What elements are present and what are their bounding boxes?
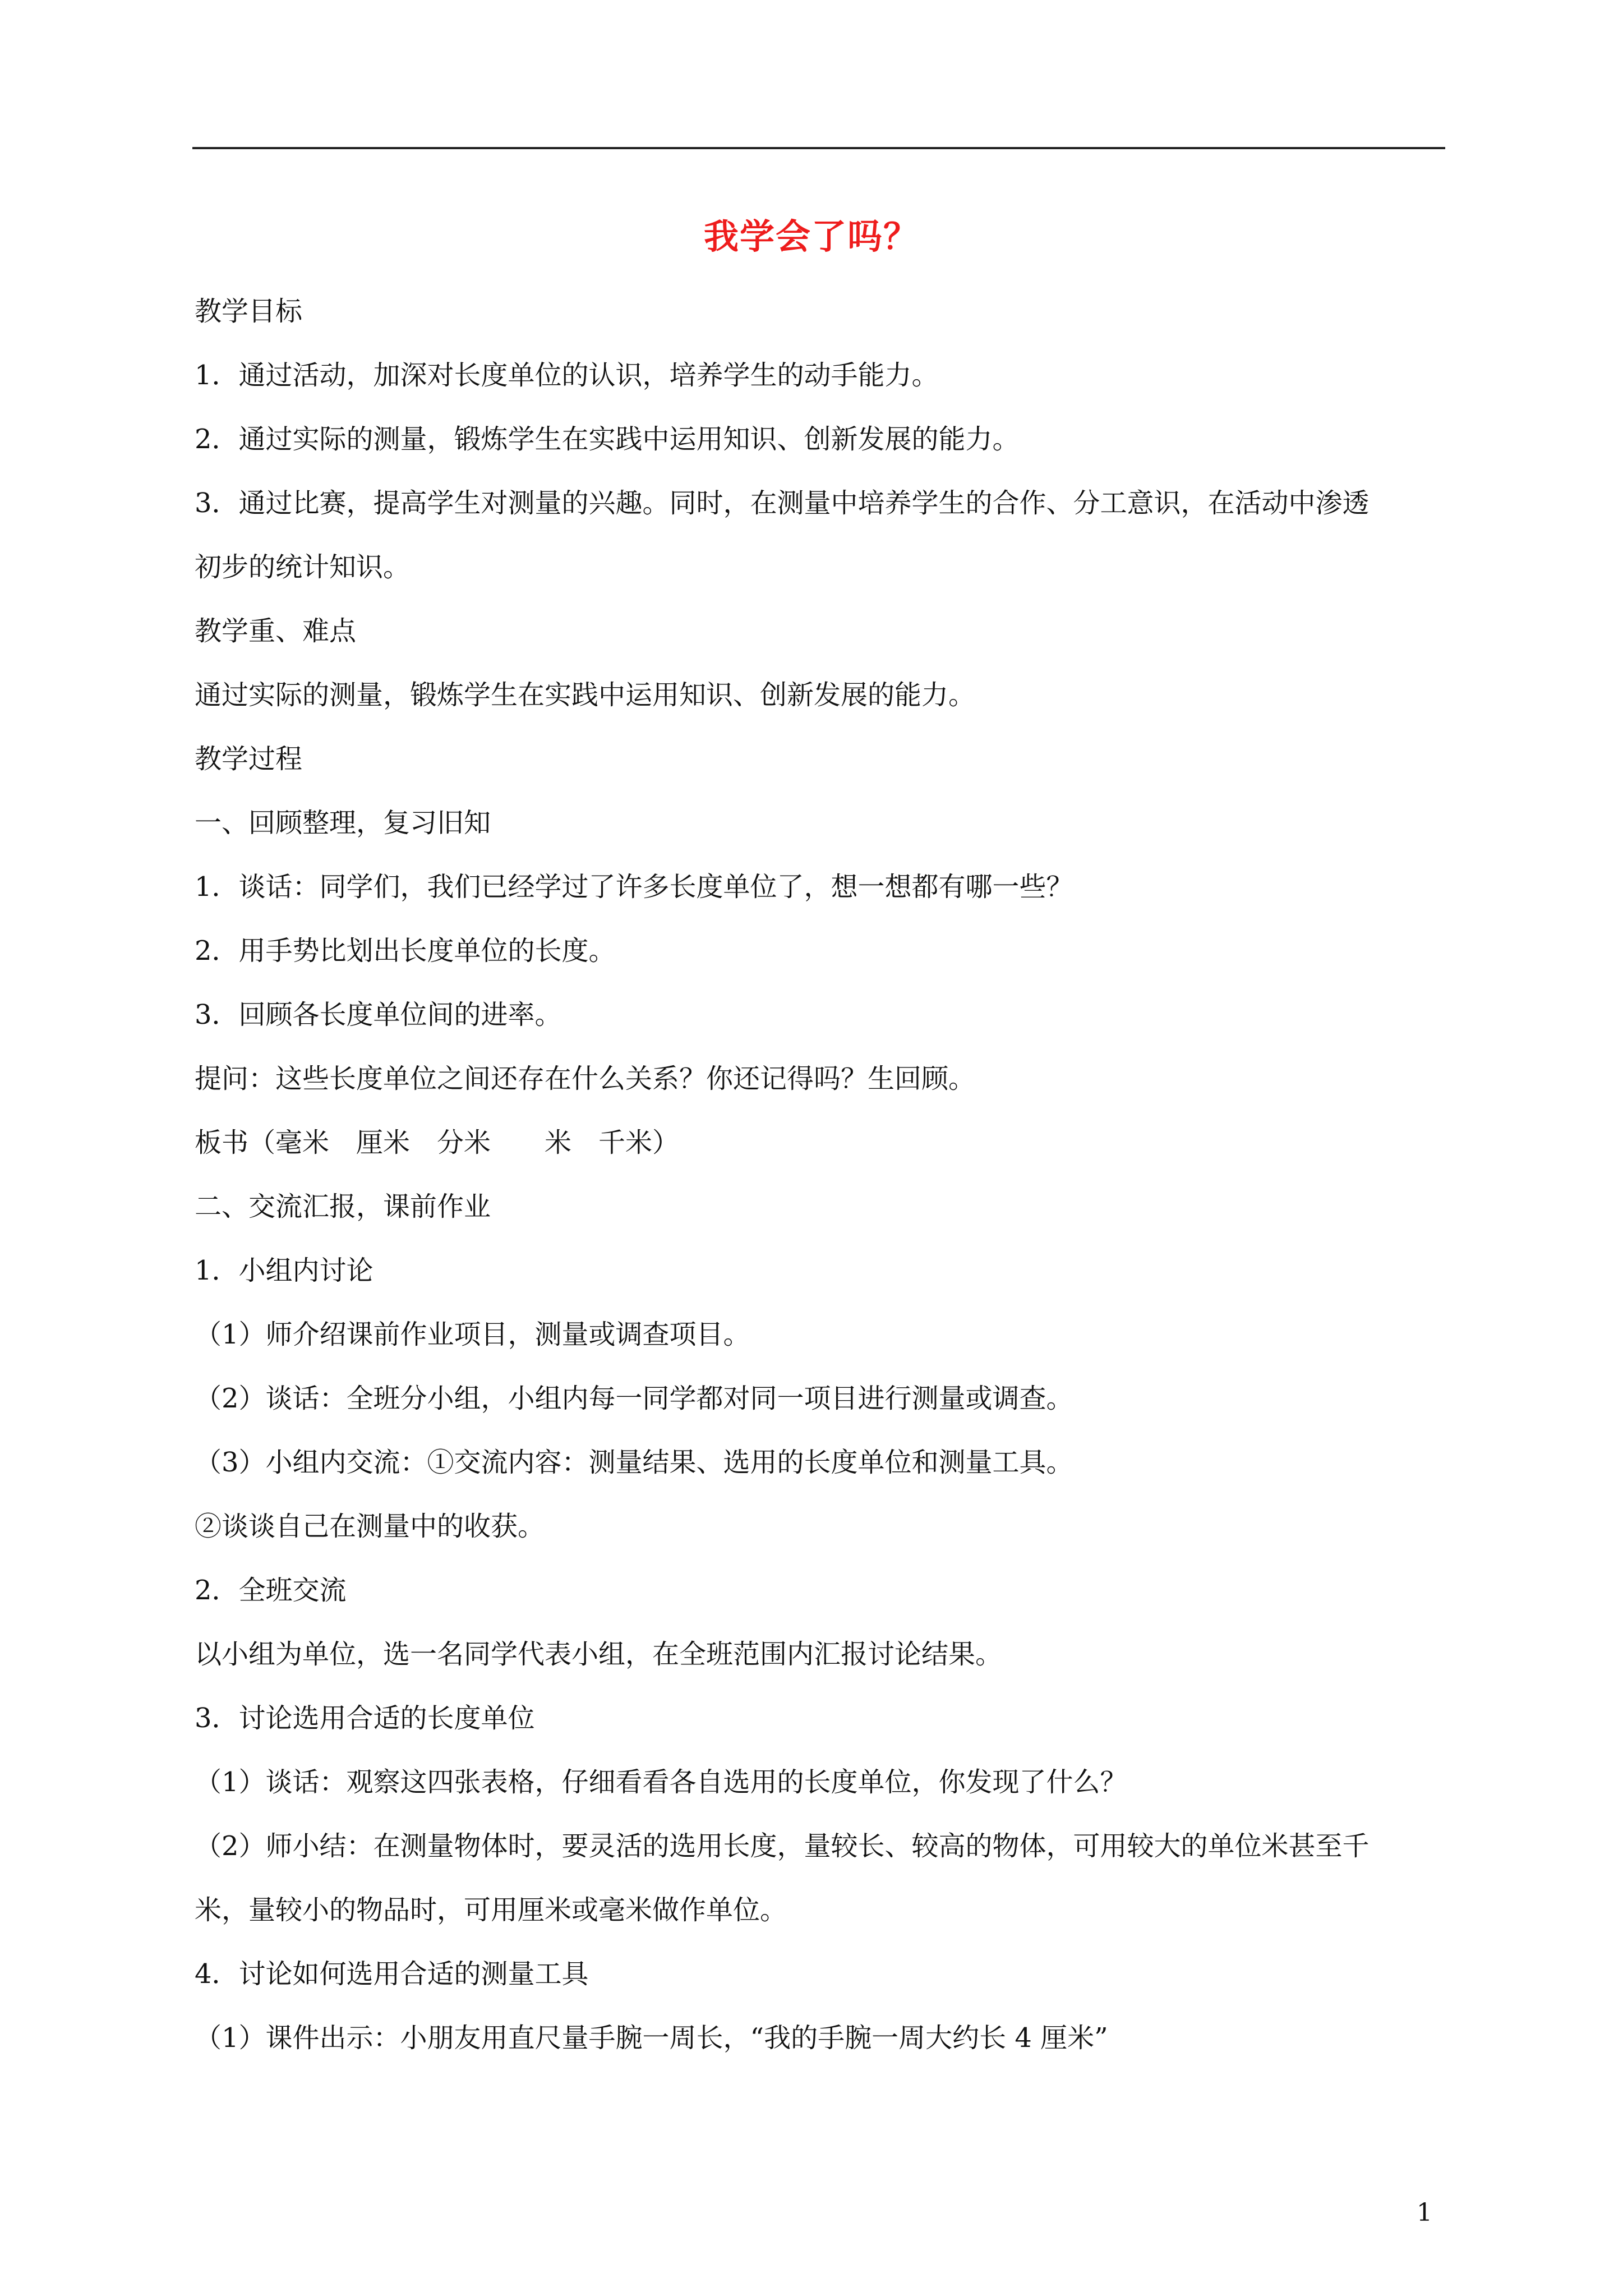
part-2-item-1-sub-3: （3）小组内交流：①交流内容：测量结果、选用的长度单位和测量工具。	[195, 1447, 1073, 1478]
header-rule	[192, 147, 1445, 149]
part-1-heading: 一、回顾整理，复习旧知	[195, 807, 491, 839]
part-2-item-3-sub-1: （1）谈话：观察这四张表格，仔细看看各自选用的长度单位，你发现了什么？	[195, 1766, 1127, 1798]
section-heading-key-points: 教学重、难点	[195, 615, 357, 647]
part-2-item-4: 4．讨论如何选用合适的测量工具	[195, 1958, 589, 1990]
part-2-heading: 二、交流汇报，课前作业	[195, 1191, 491, 1222]
part-2-item-1: 1．小组内讨论	[195, 1255, 374, 1286]
part-1-item-1: 1．谈话：同学们，我们已经学过了许多长度单位了，想一想都有哪一些？	[195, 871, 1073, 903]
objective-2: 2．通过实际的测量，锻炼学生在实践中运用知识、创新发展的能力。	[195, 424, 1020, 455]
part-2-item-3-sub-2-line-2: 米，量较小的物品时，可用厘米或毫米做作单位。	[195, 1894, 787, 1926]
part-2-item-2-text: 以小组为单位，选一名同学代表小组，在全班范围内汇报讨论结果。	[195, 1639, 1003, 1670]
key-points-text: 通过实际的测量，锻炼学生在实践中运用知识、创新发展的能力。	[195, 679, 976, 711]
objective-1: 1．通过活动，加深对长度单位的认识，培养学生的动手能力。	[195, 360, 939, 391]
section-heading-process: 教学过程	[195, 743, 303, 775]
objective-3-line-1: 3．通过比赛，提高学生对测量的兴趣。同时，在测量中培养学生的合作、分工意识，在活动中渗透	[195, 487, 1370, 519]
part-2-item-4-sub-1: （1）课件出示：小朋友用直尺量手腕一周长，“我的手腕一周大约长 4 厘米”	[195, 2022, 1108, 2054]
part-2-item-1-sub-2: （2）谈话：全班分小组，小组内每一同学都对同一项目进行测量或调查。	[195, 1383, 1073, 1414]
part-2-item-1-sub-3-cont: ②谈谈自己在测量中的收获。	[195, 1511, 545, 1542]
part-2-item-1-sub-1: （1）师介绍课前作业项目，测量或调查项目。	[195, 1319, 750, 1350]
objective-3-line-2: 初步的统计知识。	[195, 551, 411, 583]
question-text: 提问：这些长度单位之间还存在什么关系？你还记得吗？生回顾。	[195, 1063, 976, 1094]
document-body	[195, 295, 1451, 2085]
board-writing: 板书（毫米 厘米 分米 米 千米）	[195, 1127, 680, 1158]
page-number: 1	[1417, 2198, 1432, 2227]
part-2-item-3-sub-2-line-1: （2）师小结：在测量物体时，要灵活的选用长度，量较长、较高的物体，可用较大的单位米甚至千	[195, 1830, 1370, 1862]
document-title: 我学会了吗？	[703, 216, 919, 257]
section-heading-objectives: 教学目标	[195, 296, 303, 327]
part-1-item-2: 2．用手势比划出长度单位的长度。	[195, 935, 616, 967]
part-1-item-3: 3．回顾各长度单位间的进率。	[195, 999, 562, 1030]
part-2-item-3: 3．讨论选用合适的长度单位	[195, 1703, 535, 1734]
part-2-item-2: 2．全班交流	[195, 1575, 347, 1606]
